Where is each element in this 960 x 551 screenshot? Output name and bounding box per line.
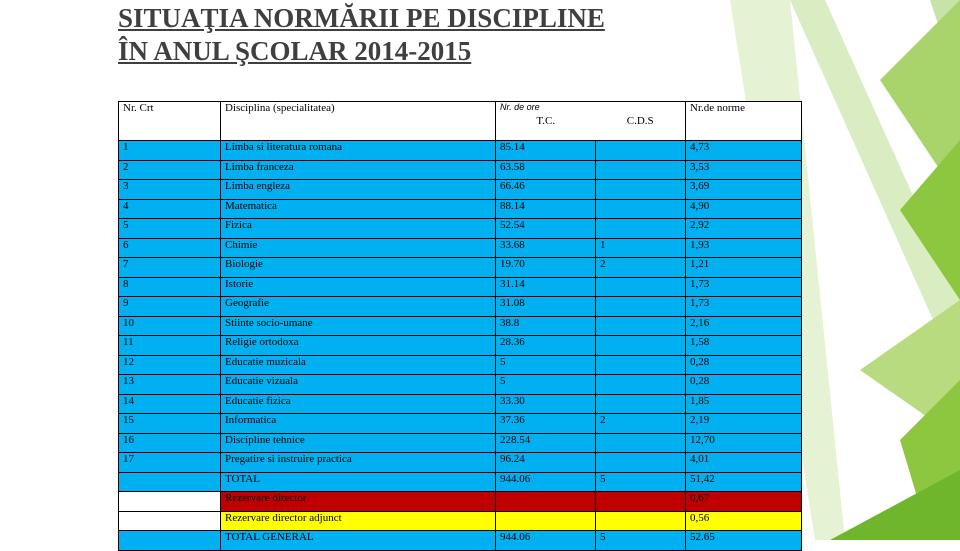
- disciplina-cell: Educatie fizica: [221, 394, 496, 414]
- nr-cell: 4: [119, 199, 221, 219]
- norme-cell: 4,90: [686, 199, 802, 219]
- table-row: [119, 258, 802, 278]
- table-row: [119, 472, 802, 492]
- norme-cell: 2,19: [686, 414, 802, 434]
- tc-cell: 33.30: [496, 394, 596, 414]
- table-row: [119, 277, 802, 297]
- nr-cell: 5: [119, 219, 221, 239]
- norme-cell: 2,16: [686, 316, 802, 336]
- nr-cell: 14: [119, 394, 221, 414]
- table-row: [119, 414, 802, 434]
- nr-cell: 1: [119, 141, 221, 161]
- cds-cell: [596, 375, 686, 395]
- tc-cell: 96.24: [496, 453, 596, 473]
- tc-cell: 85.14: [496, 141, 596, 161]
- rezervare-director-norme: 0,67: [686, 492, 802, 512]
- tc-cell: 944.06: [496, 472, 596, 492]
- tc-cell: 31.14: [496, 277, 596, 297]
- table-row: [119, 453, 802, 473]
- cds-cell: [596, 160, 686, 180]
- disciplina-cell: Educatie vizuala: [221, 375, 496, 395]
- disciplina-cell: Pregatire si instruire practica: [221, 453, 496, 473]
- norme-cell: 1,85: [686, 394, 802, 414]
- disciplina-cell: Limba engleza: [221, 180, 496, 200]
- tc-cell: 33.68: [496, 238, 596, 258]
- total-general-norme: 52.65: [686, 531, 802, 551]
- cds-cell: [596, 453, 686, 473]
- tc-cell: 5: [496, 375, 596, 395]
- norme-cell: 4,01: [686, 453, 802, 473]
- table-row-rezervare-adjunct: [119, 511, 802, 531]
- table-row: [119, 160, 802, 180]
- header-disciplina: Disciplina (specialitatea): [221, 102, 496, 141]
- cds-cell: [596, 355, 686, 375]
- disciplina-cell: TOTAL: [221, 472, 496, 492]
- norme-cell: 1,58: [686, 336, 802, 356]
- norme-cell: 1,73: [686, 297, 802, 317]
- title-line-1: SITUAŢIA NORMĂRII PE DISCIPLINE: [118, 3, 605, 33]
- table-row: [119, 375, 802, 395]
- nr-cell: 15: [119, 414, 221, 434]
- disciplina-cell: Stiinte socio-umane: [221, 316, 496, 336]
- table-row: [119, 219, 802, 239]
- tc-cell: 63.58: [496, 160, 596, 180]
- nr-cell: 17: [119, 453, 221, 473]
- disciplina-cell: Chimie: [221, 238, 496, 258]
- norme-cell: 51,42: [686, 472, 802, 492]
- disciplina-cell: Istorie: [221, 277, 496, 297]
- tc-cell: 88.14: [496, 199, 596, 219]
- tc-cell: 52.54: [496, 219, 596, 239]
- norme-cell: 0,28: [686, 375, 802, 395]
- cds-cell: [596, 199, 686, 219]
- cds-cell: 5: [596, 472, 686, 492]
- blank-cell: [119, 492, 221, 512]
- disciplina-cell: Discipline tehnice: [221, 433, 496, 453]
- disciplina-cell: Matematica: [221, 199, 496, 219]
- cds-cell: [596, 433, 686, 453]
- header-tc: T.C.: [536, 115, 556, 127]
- table-body: [119, 141, 802, 492]
- norme-cell: 12,70: [686, 433, 802, 453]
- total-general-cds: 5: [596, 531, 686, 551]
- norme-cell: 1,73: [686, 277, 802, 297]
- cds-cell: [596, 316, 686, 336]
- total-general-label: TOTAL GENERAL: [221, 531, 496, 551]
- tc-cell: 38.8: [496, 316, 596, 336]
- rezervare-adjunct-label: Rezervare director adjunct: [221, 511, 496, 531]
- total-general-nr: [119, 531, 221, 551]
- rezervare-director-tc: [496, 492, 596, 512]
- tc-cell: 66.46: [496, 180, 596, 200]
- cds-cell: [596, 277, 686, 297]
- norme-cell: 1,93: [686, 238, 802, 258]
- cds-cell: [596, 219, 686, 239]
- rezervare-adjunct-cds: [596, 511, 686, 531]
- table-row: [119, 355, 802, 375]
- nr-cell: 6: [119, 238, 221, 258]
- table-row: [119, 297, 802, 317]
- cds-cell: [596, 336, 686, 356]
- table-row: [119, 316, 802, 336]
- tc-cell: 37.36: [496, 414, 596, 434]
- norm-table: [118, 101, 802, 551]
- table-row-total-general: [119, 531, 802, 551]
- header-cds: C.D.S: [626, 115, 654, 127]
- table-row: [119, 199, 802, 219]
- table-row-rezervare-director: [119, 492, 802, 512]
- rezervare-adjunct-tc: [496, 511, 596, 531]
- tc-cell: 228.54: [496, 433, 596, 453]
- nr-cell: 13: [119, 375, 221, 395]
- norme-cell: 2,92: [686, 219, 802, 239]
- tc-cell: 28.36: [496, 336, 596, 356]
- blank-cell: [119, 511, 221, 531]
- cds-cell: [596, 394, 686, 414]
- nr-cell: 16: [119, 433, 221, 453]
- disciplina-cell: Limba franceza: [221, 160, 496, 180]
- page-title: [118, 2, 605, 68]
- nr-cell: 7: [119, 258, 221, 278]
- cds-cell: [596, 180, 686, 200]
- title-line-2: ÎN ANUL ŞCOLAR 2014-2015: [118, 36, 472, 66]
- rezervare-director-label: Rezervare director: [221, 492, 496, 512]
- rezervare-adjunct-norme: 0,56: [686, 511, 802, 531]
- table-row: [119, 433, 802, 453]
- nr-cell: 8: [119, 277, 221, 297]
- nr-cell: 11: [119, 336, 221, 356]
- cds-cell: [596, 297, 686, 317]
- cds-cell: 1: [596, 238, 686, 258]
- disciplina-cell: Fizica: [221, 219, 496, 239]
- table-row: [119, 180, 802, 200]
- disciplina-cell: Informatica: [221, 414, 496, 434]
- header-nr-norme: Nr.de norme: [686, 102, 802, 141]
- disciplina-cell: Religie ortodoxa: [221, 336, 496, 356]
- norme-cell: 3,53: [686, 160, 802, 180]
- nr-cell: 2: [119, 160, 221, 180]
- norme-cell: 1,21: [686, 258, 802, 278]
- header-nr-crt: Nr. Crt: [119, 102, 221, 141]
- norme-cell: 3,69: [686, 180, 802, 200]
- table-header-row: [119, 102, 802, 141]
- header-nr-ore-group: [496, 102, 686, 141]
- table-row: [119, 336, 802, 356]
- disciplina-cell: Educatie muzicala: [221, 355, 496, 375]
- norme-cell: 4,73: [686, 141, 802, 161]
- table-row: [119, 394, 802, 414]
- nr-cell: [119, 472, 221, 492]
- disciplina-cell: Limba si literatura romana: [221, 141, 496, 161]
- header-nr-ore: Nr. de ore: [500, 102, 540, 112]
- rezervare-director-cds: [596, 492, 686, 512]
- nr-cell: 10: [119, 316, 221, 336]
- tc-cell: 5: [496, 355, 596, 375]
- disciplina-cell: Biologie: [221, 258, 496, 278]
- nr-cell: 12: [119, 355, 221, 375]
- norme-cell: 0,28: [686, 355, 802, 375]
- total-general-tc: 944.06: [496, 531, 596, 551]
- nr-cell: 9: [119, 297, 221, 317]
- nr-cell: 3: [119, 180, 221, 200]
- tc-cell: 19.70: [496, 258, 596, 278]
- cds-cell: [596, 141, 686, 161]
- tc-cell: 31.08: [496, 297, 596, 317]
- disciplina-cell: Geografie: [221, 297, 496, 317]
- table-row: [119, 238, 802, 258]
- table-row: [119, 141, 802, 161]
- cds-cell: 2: [596, 414, 686, 434]
- cds-cell: 2: [596, 258, 686, 278]
